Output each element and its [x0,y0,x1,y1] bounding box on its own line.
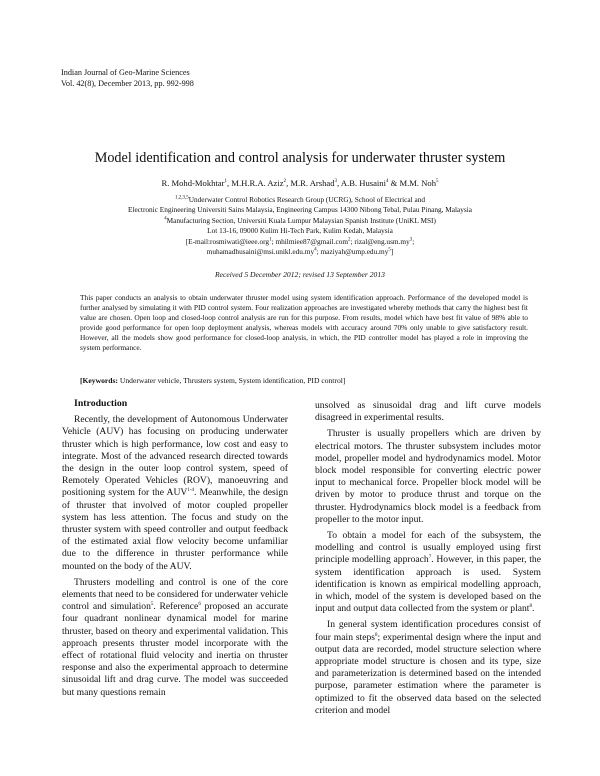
journal-header [61,67,194,89]
received-dates: Received 5 December 2012; revised 13 September 2013 [215,270,385,279]
author-name: R. Mohd-Mokhtar [161,178,225,188]
author-name: M.R. Arshad [290,178,335,188]
affiliation-line: Electronic Engineering Universiti Sains Malaysia, Engineering Campus 14300 Nibong Tebal, Pulau Pinang, Malaysia [127,205,473,215]
keywords-label: [Keywords: [80,376,118,385]
journal-volume: Vol. 42(8), December 2013, pp. 992-998 [61,79,194,88]
author-name: M.M. Noh [399,178,437,188]
paragraph: Recently, the development of Autonomous Underwater Vehicle (AUV) has focusing on producing underwater thruster which is high performance, low cost and easy to integrate. Most of the advanced research directed towards the design in the outer loop control system, speed of Remotely Operated Vehicles (ROV), manoeuvring and positioning system for the AUV$^{1-4}$. Meanwhile, the design of thruster that involved of motor coupled propeller system has less attention. The focus and study on the thruster system with speed controller and output feedback of the estimated axial flow velocity become unfamiliar due to the difference in thruster performance while mounted on the body of the AUV. [62,414,288,572]
author-list: R. Mohd-Mokhtar$^1$, M.H.R.A. Aziz$^2$, M.R. Arshad$^3$, A.B. Husaini$^4$ & M.M. Noh$^5$ [161,178,439,188]
affiliation-line: Lot 13-16, 09000 Kulim Hi-Tech Park, Kulim Kedah, Malaysia [207,226,393,236]
paragraph: To obtain a model for each of the subsystem, the modelling and control is usually employed using first principle modelling approach$^7$. However, in this paper, the system identification approach is used. System identification is known as empirical modelling approach, in which, model of the system is developed based on the input and output data collected from the system or plant$^8$. [315,530,541,615]
affiliation-line: $^{1,2,3,5}$Underwater Control Robotics Research Group (UCRG), School of Electrical and [174,195,426,204]
author-name: M.H.R.A. Aziz [231,178,284,188]
paragraph: Thrusters modelling and control is one of the core elements that need to be considered for underwater vehicle control and simulation$^5$. Reference$^6$ proposed an accurate four quadrant nonlinear dynamical model for marine thruster, based on theory and experimental validation. This approach presents thruster model incorporate with the effect of rotational fluid velocity and inertia on thruster response and also the experimental approach to determine sinusoidal lift and drag curve. The model was succeeded but many questions remain [62,576,288,698]
journal-name: Indian Journal of Geo-Marine Sciences [61,68,190,77]
keywords-text: Underwater vehicle, Thrusters system, System identification, PID control] [117,376,346,385]
affiliation-line: $^4$Manufacturing Section, Universiti Kuala Lumpur Malaysian Spanish Institute (UniKL MSI) [164,215,436,225]
left-column [62,398,288,699]
section-heading-introduction: Introduction [74,398,128,409]
author-name: A.B. Husaini [340,178,386,188]
email-line: $muhamadhusaini@msi.unikl.edu.my^4$; $maziyah@ump.edu.my^5$] [206,247,394,257]
abstract: This paper conducts an analysis to obtain underwater thruster model using system identification approach. Performance of the developed model is further analysed by simulating it with PID control system. Four realization approaches are investigated whereby methods that carry the highest best fit value are chosen. Open loop and closed-loop control analysis are run for this purpose. From results, model which have best fit value of 98% able to provide good performance for open loop deployment analysis, whereas models with accuracy around 70% only unable to give satisfactory result. However, all the models show good performance for closed-loop analysis, in which, the PID controller model has played a role in improving the system performance. [80,293,528,353]
right-column [315,400,541,717]
affiliations [0,195,600,257]
paragraph: In general system identification procedures consist of four main steps$^8$; experimental design where the input and output data are recorded, model structure selection where appropriate model structure is chosen and its type, size and parameterization is determined based on the intended purpose, parameter estimation where the parameter is optimized to fit the observed data based on the selected criterion and model [315,619,541,716]
keywords [80,376,345,385]
paper-title: Model identification and control analysis for underwater thruster system [94,150,506,166]
email-line: [E-mail:rosmiwati@ieee.org$^1$; mhilmiee87@gmail.com$^2$; $rizal@eng.usm.my^3$; [185,236,415,246]
paragraph: Thruster is usually propellers which are driven by electrical motors. The thruster subsystem includes motor model, propeller model and hydrodynamics model. Motor block model responsible for converting electric power input to mechanical force. Propeller block model will be driven by motor to produce thrust and torque on the thruster. Hydrodynamics block model is a feedback from propeller to the motor input. [315,428,541,525]
paragraph: unsolved as sinusoidal drag and lift curve models disagreed in experimental results. [315,400,541,424]
